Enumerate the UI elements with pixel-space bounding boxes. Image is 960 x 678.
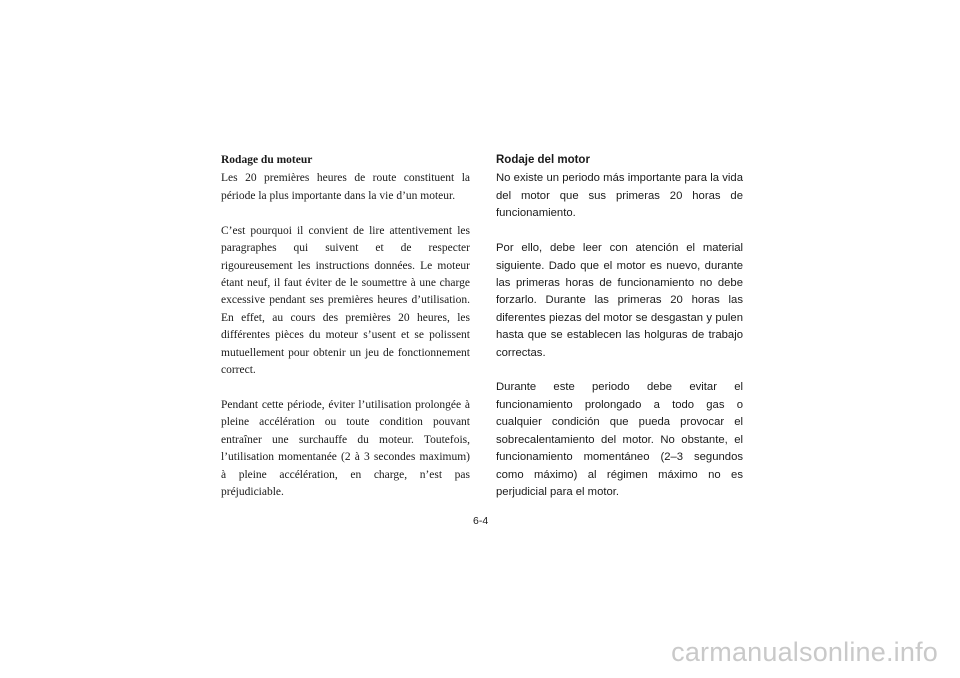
spanish-column: [496, 152, 743, 519]
watermark: carmanualsonline.info: [671, 637, 938, 667]
french-column: [221, 152, 470, 519]
spanish-paragraph-2: Por ello, debe leer con atención el material siguiente. Dado que el motor es nuevo, durante las primeras horas de funcionamiento no debe forzarlo. Durante las primeras 20 horas las diferentes piezas del motor se desgastan y pulen hasta que se establecen las holguras de trabajo correctas.: [496, 242, 743, 359]
french-paragraph-1: Les 20 premières heures de route constituent la période la plus importante dans la vie d’un moteur.: [221, 172, 470, 202]
french-heading: Rodage du moteur: [221, 154, 313, 166]
page-number: 6-4: [473, 515, 489, 527]
spanish-paragraph-1: No existe un periodo más importante para la vida del motor que sus primeras 20 horas de funcionamiento.: [496, 172, 743, 220]
spanish-paragraph-3: Durante este periodo debe evitar el funcionamiento prolongado a todo gas o cualquier condición que pueda provocar el sobrecalentamiento del motor. No obstante, el funcionamiento momentáneo (2–3 segundos como máximo) al régimen máximo no es perjudicial para el motor.: [496, 381, 743, 498]
spanish-heading: Rodaje del motor: [496, 154, 590, 166]
french-paragraph-2: C’est pourquoi il convient de lire attentivement les paragraphes qui suivent et de respecter rigoureusement les instructions données. Le moteur étant neuf, il faut éviter de le soumettre à une charge excessive pendant ses premières heures d’utilisation. En effet, au cours des premières 20 heures, les différentes pièces du moteur s’usent et se polissent mutuellement pour obtenir un jeu de fonctionnement correct.: [221, 224, 470, 376]
french-paragraph-3: Pendant cette période, éviter l’utilisation prolongée à pleine accélération ou toute condition pouvant entraîner une surchauffe du moteur. Toutefois, l’utilisation momentanée (2 à 3 secondes maximum) à pleine accélération, en charge, n’est pas préjudiciable.: [221, 398, 470, 498]
